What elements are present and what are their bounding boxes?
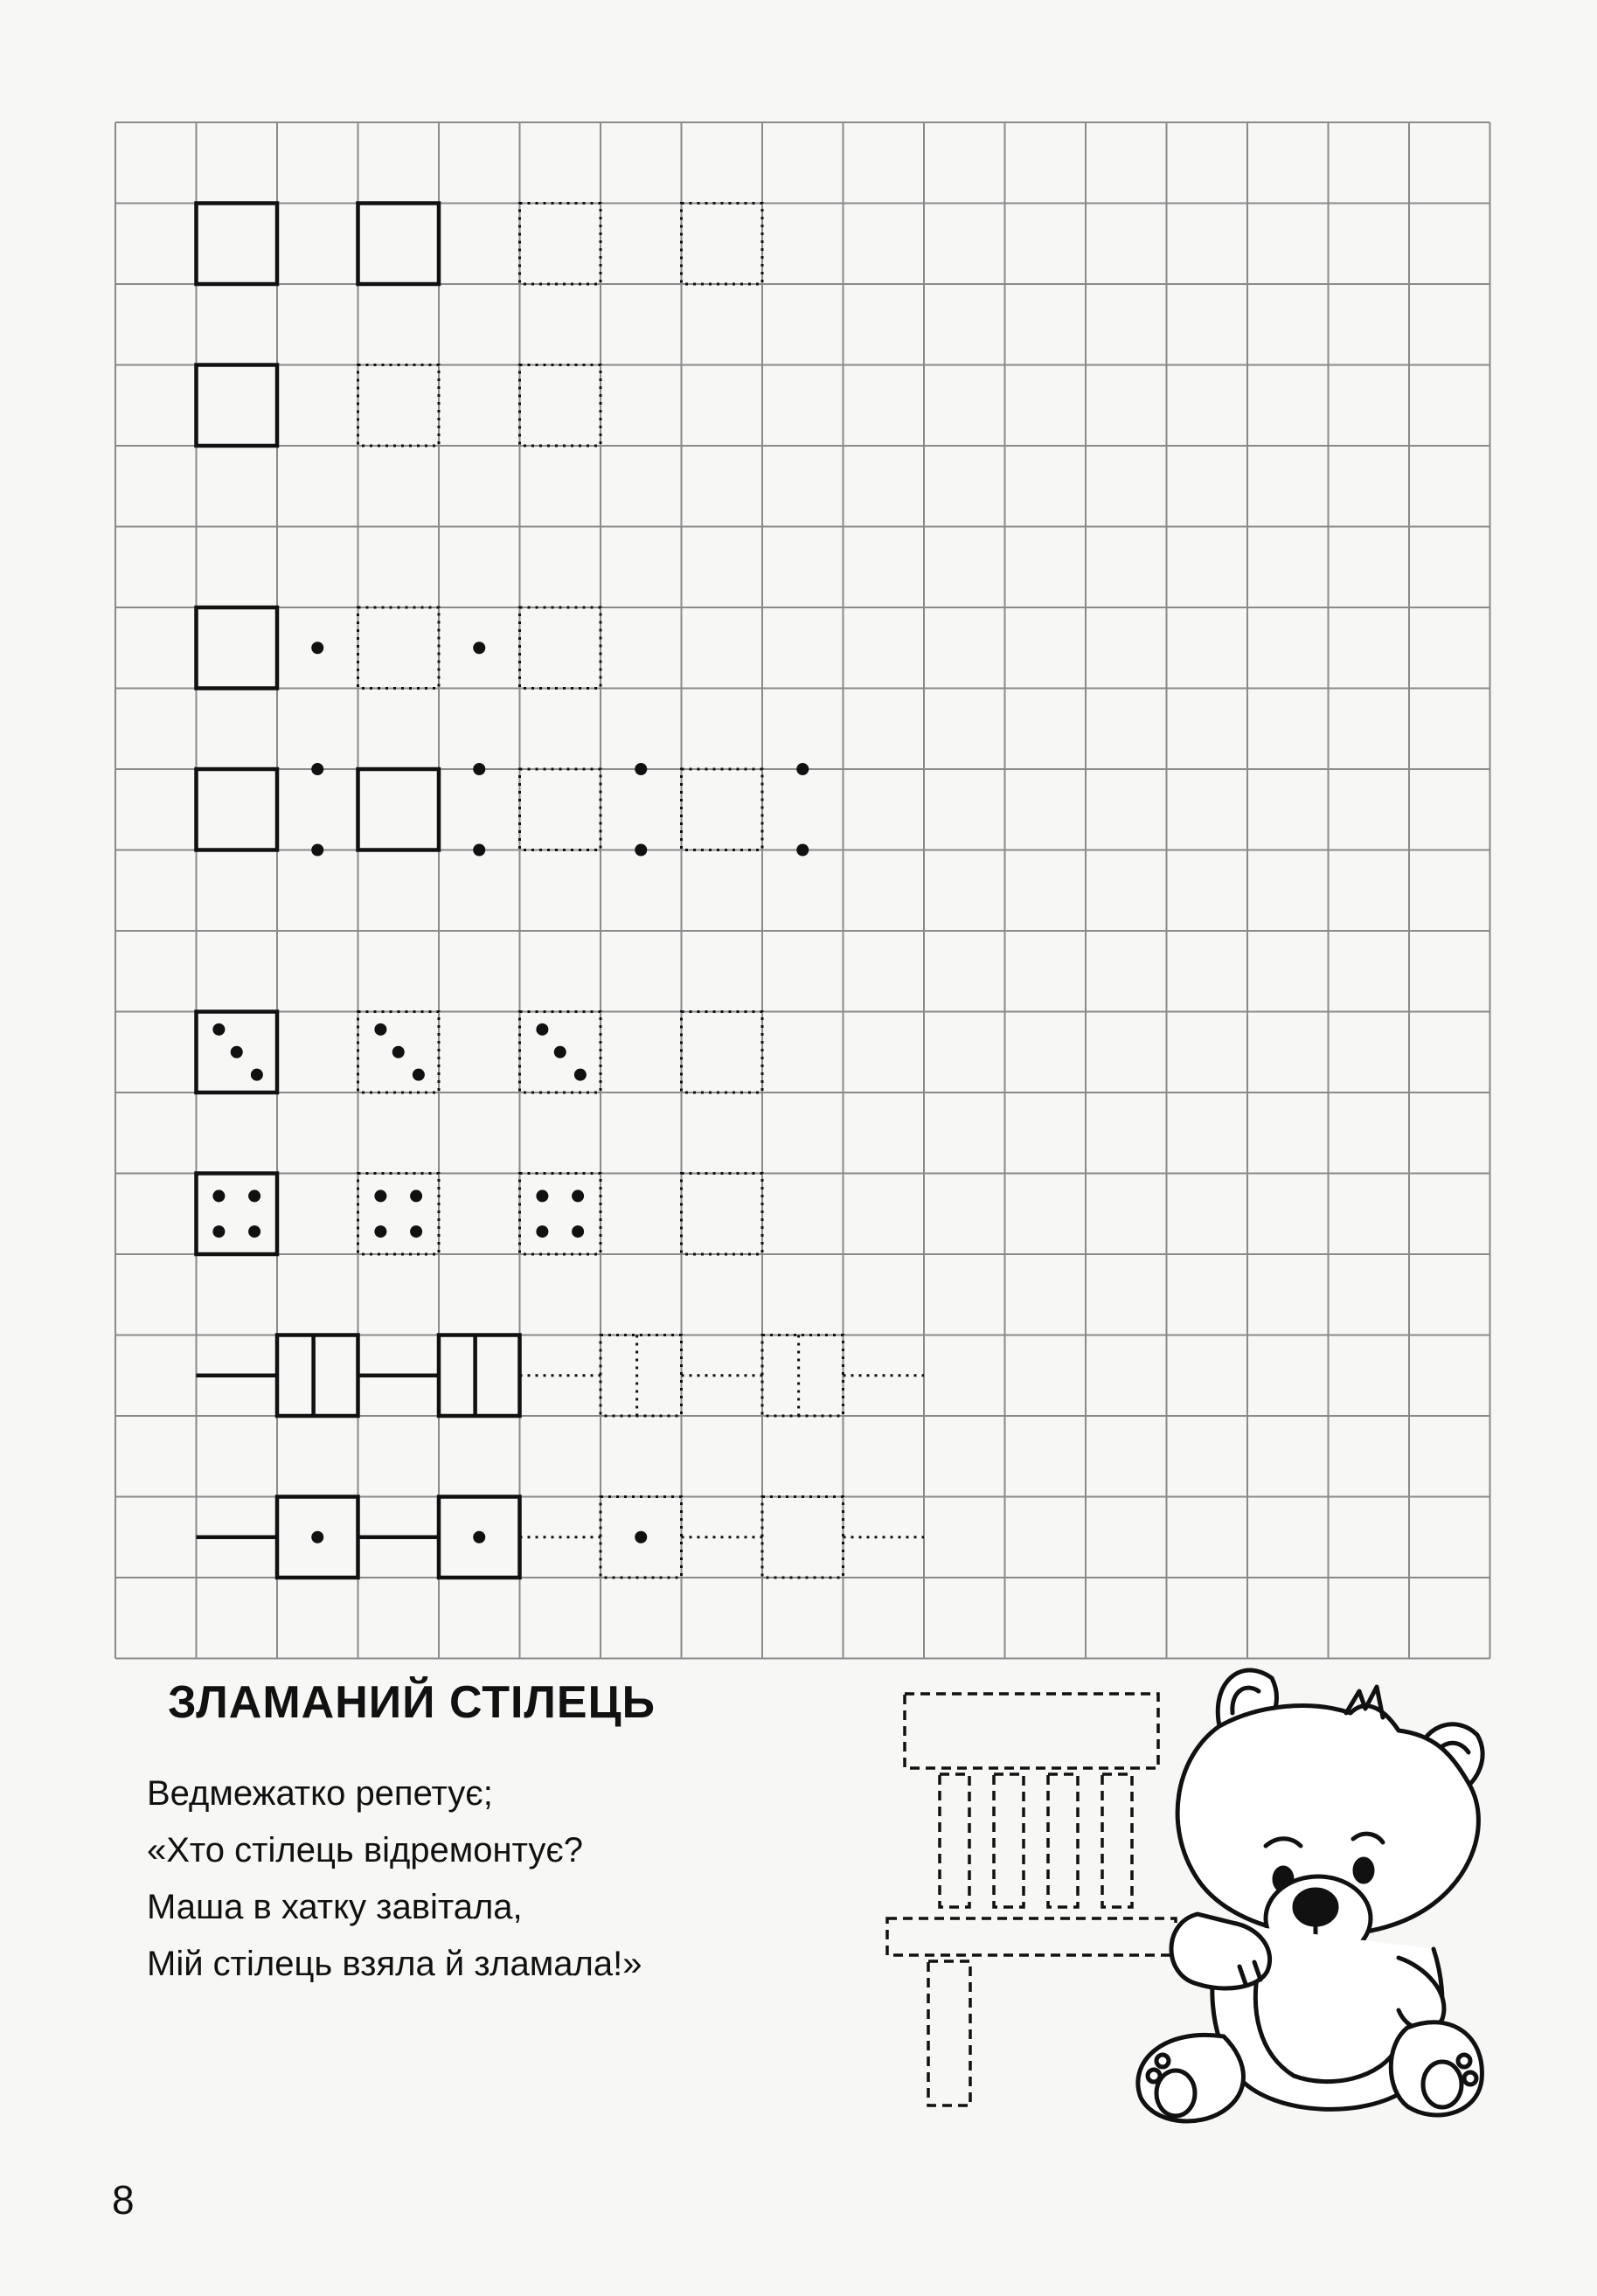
solid-square <box>197 365 278 447</box>
dotted-square <box>762 1497 844 1578</box>
dot <box>248 1190 260 1202</box>
dotted-square <box>520 769 601 850</box>
dot <box>536 1225 548 1238</box>
dot <box>413 1069 425 1081</box>
dot <box>473 844 485 857</box>
page-number: 8 <box>112 2177 135 2223</box>
chair-back-top <box>905 1694 1158 1768</box>
solid-square <box>358 204 440 285</box>
dotted-square <box>682 204 763 285</box>
chair-back-slat <box>1048 1774 1078 1907</box>
dot <box>796 844 809 857</box>
dashed-chair-tracing[interactable] <box>887 1694 1176 2105</box>
pattern-rows <box>197 204 925 1578</box>
dot <box>635 1531 647 1543</box>
dot <box>574 1069 587 1081</box>
dotted-square <box>762 1335 844 1417</box>
dot <box>251 1069 263 1081</box>
dotted-square <box>358 365 440 447</box>
dot <box>248 1225 260 1238</box>
dot <box>212 1190 225 1202</box>
solid-square <box>439 1335 520 1417</box>
chair-back-slat <box>940 1774 969 1907</box>
poem-line: Маша в хатку завітала, <box>147 1888 523 1926</box>
dot <box>212 1225 225 1238</box>
dot <box>473 763 485 775</box>
dot <box>796 763 809 775</box>
dot <box>572 1190 584 1202</box>
bear-cub-illustration <box>1138 1670 1482 2121</box>
dotted-square <box>358 607 440 689</box>
dot <box>554 1046 566 1058</box>
solid-square <box>197 769 278 850</box>
chair-leg <box>928 1961 970 2105</box>
solid-square <box>197 1174 278 1255</box>
dot <box>572 1225 584 1238</box>
dot <box>473 642 485 654</box>
dot <box>311 763 323 775</box>
dot <box>311 642 323 654</box>
dot <box>311 1531 323 1543</box>
dot <box>212 1023 225 1036</box>
dot <box>374 1225 386 1238</box>
dotted-square <box>520 1174 601 1255</box>
bear-right-eye <box>1355 1859 1372 1882</box>
bear-nose <box>1295 1890 1337 1925</box>
exercise-title: ЗЛАМАНИЙ СТІЛЕЦЬ <box>168 1677 656 1728</box>
poem-line: Ведмежатко репетує; <box>147 1774 493 1813</box>
dotted-square <box>682 769 763 850</box>
poem <box>147 1765 642 1993</box>
bear-left-arm <box>1171 1914 1270 1988</box>
dot <box>374 1023 386 1036</box>
solid-square <box>277 1335 358 1417</box>
dotted-square <box>682 1174 763 1255</box>
dot <box>473 1531 485 1543</box>
poem-line: Мій стілець взяла й зламала!» <box>147 1945 642 1983</box>
dot <box>536 1023 548 1036</box>
dot <box>536 1190 548 1202</box>
dot <box>231 1046 243 1058</box>
dot <box>410 1225 422 1238</box>
solid-square <box>197 204 278 285</box>
chair-seat <box>887 1918 1176 1955</box>
dotted-square <box>358 1174 440 1255</box>
poem-line: «Хто стілець відремонтує? <box>147 1831 584 1869</box>
chair-back-slat <box>994 1774 1024 1907</box>
dot <box>311 844 323 857</box>
dotted-square <box>682 1012 763 1093</box>
dot <box>635 844 647 857</box>
dot <box>392 1046 405 1058</box>
dotted-square <box>520 607 601 689</box>
dot <box>635 763 647 775</box>
chair-back-slat <box>1102 1774 1132 1907</box>
dot <box>374 1190 386 1202</box>
dotted-square <box>601 1335 682 1417</box>
solid-square <box>197 607 278 689</box>
dotted-square <box>520 204 601 285</box>
square-grid <box>115 122 1490 1659</box>
dot <box>410 1190 422 1202</box>
solid-square <box>358 769 440 850</box>
dotted-square <box>520 365 601 447</box>
